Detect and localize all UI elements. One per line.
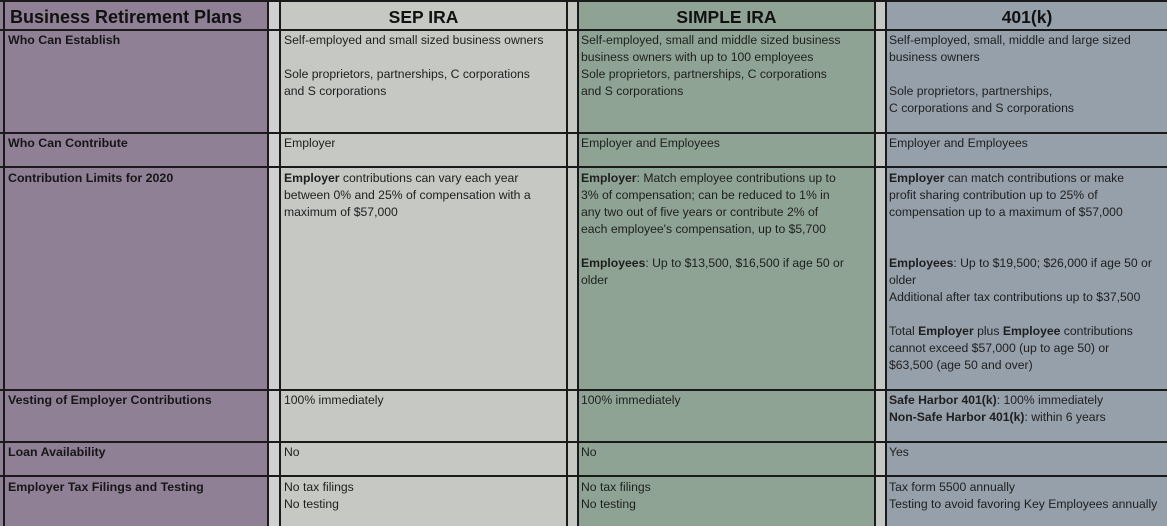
bold-text: Employee (1002, 324, 1061, 338)
cell-text: No testing (284, 497, 339, 511)
cell-text: compensation up to a maximum of $57,000 (889, 205, 1123, 219)
cell-text: No tax filings (581, 480, 651, 494)
cell-text: cannot exceed $57,000 (up to age 50) or (889, 341, 1110, 355)
cell-401k-vesting (889, 392, 1167, 426)
cell-sep-contribute: Employer (284, 136, 336, 150)
cell-text: : Match employee contributions up to (636, 171, 836, 185)
row-label-limits: Contribution Limits for 2020 (8, 171, 174, 185)
cell-text: business owners with up to 100 employees (581, 50, 814, 64)
grid-line (0, 29, 1167, 31)
cell-text: $63,500 (age 50 and over) (889, 358, 1033, 372)
grid-line (566, 0, 568, 526)
cell-text: Self-employed and small sized business owners (284, 33, 544, 47)
cell-sep-filings (284, 479, 566, 513)
cell-text: Tax form 5500 annually (889, 480, 1016, 494)
bold-text: Non-Safe Harbor 401(k) (889, 410, 1025, 424)
cell-text: : Up to $13,500, $16,500 if age 50 or (645, 256, 844, 270)
grid-line (0, 0, 1167, 2)
column-gap (567, 0, 577, 526)
cell-text: Total (889, 324, 919, 338)
grid-line (279, 0, 281, 526)
bold-text: Employer (889, 171, 945, 185)
cell-text: : 100% immediately (996, 393, 1104, 407)
bold-text: Employer (581, 171, 637, 185)
cell-401k-filings (889, 479, 1167, 513)
grid-line (577, 0, 579, 526)
cell-text: Sole proprietors, partnerships, C corporations (581, 67, 827, 81)
cell-text: between 0% and 25% of compensation with a (284, 188, 531, 202)
cell-401k-establish (889, 32, 1167, 117)
table-title: Business Retirement Plans (10, 7, 243, 27)
cell-text: Self-employed, small, middle and large sized (889, 33, 1131, 47)
cell-text: any two out of five years or contribute 2% of (581, 205, 819, 219)
cell-text: 3% of compensation; can be reduced to 1% in (581, 188, 830, 202)
cell-text: profit sharing contribution up to 25% of (889, 188, 1098, 202)
row-label-contribute: Who Can Contribute (8, 136, 128, 150)
cell-text: each employee's compensation, up to $5,700 (581, 222, 826, 236)
cell-text: contributions (1060, 324, 1133, 338)
cell-text: Sole proprietors, partnerships, (889, 84, 1053, 98)
row-label-vesting: Vesting of Employer Contributions (8, 393, 212, 407)
cell-sep-limits (284, 170, 566, 221)
grid-line (3, 0, 5, 526)
bold-text: Employees (581, 256, 646, 270)
grid-line (0, 389, 1167, 391)
cell-sep-loan: No (284, 445, 300, 459)
cell-text: No tax filings (284, 480, 354, 494)
column-gap (268, 0, 279, 526)
cell-text: older (889, 273, 917, 287)
header-401k: 401(k) (1001, 7, 1053, 27)
cell-text: C corporations and S corporations (889, 101, 1074, 115)
header-sep-ira: SEP IRA (388, 7, 459, 27)
cell-text: plus (973, 324, 1003, 338)
cell-simple-vesting: 100% immediately (581, 393, 681, 407)
row-label-filings: Employer Tax Filings and Testing (8, 480, 204, 494)
cell-simple-contribute: Employer and Employees (581, 136, 720, 150)
row-label-loan: Loan Availability (8, 445, 106, 459)
grid-line (874, 0, 876, 526)
cell-text: older (581, 273, 609, 287)
bold-text: Employees (889, 256, 954, 270)
grid-line (267, 0, 269, 526)
cell-text: can match contributions or make (944, 171, 1125, 185)
header-simple-ira: SIMPLE IRA (676, 7, 777, 27)
cell-text: No testing (581, 497, 636, 511)
cell-text: Sole proprietors, partnerships, C corporations (284, 67, 530, 81)
cell-401k-contribute: Employer and Employees (889, 136, 1028, 150)
cell-text: Additional after tax contributions up to $37,500 (889, 290, 1141, 304)
cell-text: contributions can vary each year (339, 171, 519, 185)
cell-simple-filings (581, 479, 874, 513)
bold-text: Safe Harbor 401(k) (889, 393, 997, 407)
column-gap (875, 0, 885, 526)
cell-text: and S corporations (581, 84, 684, 98)
grid-line (0, 132, 1167, 134)
cell-text: : Up to $19,500; $26,000 if age 50 or (953, 256, 1152, 270)
grid-line (0, 166, 1167, 168)
cell-text: : within 6 years (1024, 410, 1106, 424)
cell-401k-limits (889, 170, 1167, 374)
cell-simple-loan: No (581, 445, 597, 459)
bold-text: Employer (284, 171, 340, 185)
cell-sep-establish (284, 32, 566, 100)
row-label-establish: Who Can Establish (8, 33, 121, 47)
grid-line (0, 441, 1167, 443)
cell-text: and S corporations (284, 84, 387, 98)
cell-text: business owners (889, 50, 980, 64)
cell-text: Testing to avoid favoring Key Employees annually (889, 497, 1158, 511)
grid-line (885, 0, 887, 526)
cell-simple-limits (581, 170, 874, 289)
cell-simple-establish (581, 32, 874, 100)
cell-text: maximum of $57,000 (284, 205, 398, 219)
cell-sep-vesting: 100% immediately (284, 393, 384, 407)
cell-text: Self-employed, small and middle sized business (581, 33, 841, 47)
cell-401k-loan: Yes (889, 445, 909, 459)
grid-line (0, 475, 1167, 477)
bold-text: Employer (918, 324, 974, 338)
